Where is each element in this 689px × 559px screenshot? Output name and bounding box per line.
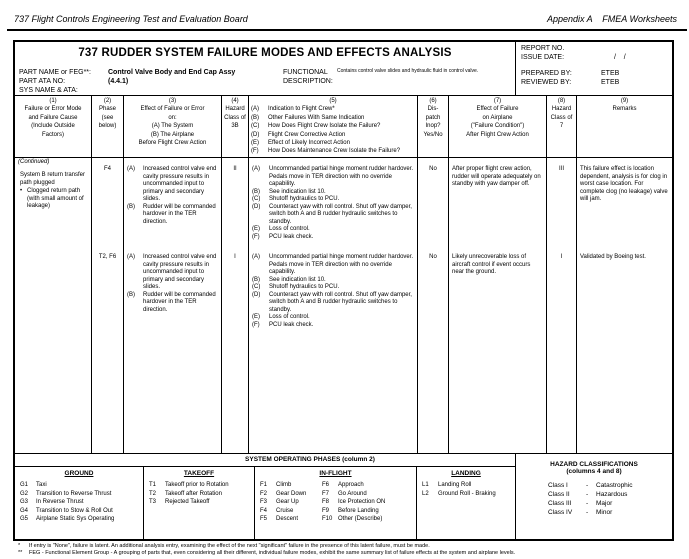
col-header-indication: (5) (A) Indication to Flight Crew* (B) Other Failures With Same Indication (C) How Does Flight Crew Isolate the Failure? (D) Flight Crew Corrective Action (E) Effect of Likely Incorrect Action (F) How Does Maintenance Crew Isolate the Failure? [249, 96, 418, 157]
reviewed-by-value: ETEB [601, 79, 620, 86]
effect-after-row1: After proper flight crew action, rudder will operate adequately on standby with yaw damper off. [452, 166, 541, 187]
legend-section [15, 453, 672, 539]
col-header-hazard-7: (8) Hazard Class of 7 [547, 96, 577, 157]
col-header-effect: (3) Effect of Failure or Error on: (A) The System (B) The Airplane Before Flight Crew Action [124, 96, 222, 157]
dispatch-row1: No [429, 166, 437, 172]
cell-failure-mode [15, 158, 92, 453]
page-header-right: Appendix A FMEA Worksheets [546, 14, 677, 24]
cell-remarks [577, 158, 672, 453]
functional-description-value: Contains control valve slides and hydraulic fluid in control valve. [337, 68, 479, 74]
hazard-classifications-box: HAZARD CLASSIFICATIONS (columns 4 and 8) Class I - Catastrophic Class II - Hazardous Class III - Major Class IV - Minor [516, 454, 672, 539]
hazard-3b-row1: II [233, 166, 237, 172]
report-info-box [516, 42, 672, 95]
col-header-dispatch: (6) Dis- patch Inop? Yes/No [418, 96, 449, 157]
functional-description-label-2: DESCRIPTION: [283, 78, 333, 85]
cell-effect-after [449, 158, 547, 453]
worksheet-title: 737 RUDDER SYSTEM FAILURE MODES AND EFFECTS ANALYSIS [78, 47, 452, 59]
remarks-row1: This failure effect is location dependent, analysis is for clog in worst case location. For complete clog (no leakage) valve will jam. [580, 166, 668, 202]
part-name-value: Control Valve Body and End Cap Assy [108, 69, 236, 76]
phases-inflight: IN-FLIGHT F1 Climb F2 Gear Down F3 Gear Up F4 Cruise F5 Descent F6 Approach F7 Go Around F8 Ice Protection ON F9 Before Landing F10 Other (Describe) [255, 467, 417, 539]
phases-takeoff: TAKEOFF T1 Takeoff prior to Rotation T2 Takeoff after Rotation T3 Rejected Takeoff [144, 467, 255, 539]
col-header-hazard-3b: (4) Hazard Class of 3B [222, 96, 249, 157]
footnote-1: * If entry is "None", failure is latent. An additional analysis entry, examining the effect of the next "significant" failure in the presence of this latent failure, must be made. [18, 543, 430, 549]
phases-landing: LANDING L1 Landing Roll L2 Ground Roll - Braking [422, 470, 496, 497]
cell-indication: (A) Uncommanded partial hinge moment rudder hardover. Pedals move in TER direction with no override capability. (B) See indication list 10. (C) Shutoff hydraulics to PCU. (D) Counteract yaw with roll control. Shut off yaw damper, switch both A and B rudder hydraulic switches to standby. (E) Loss of control. (F) PCU leak check. (A) Uncommanded partial hinge moment rudder hardover. Pedals move in TER direction with no override capability. (B) See indication list 10. (C) Shutoff hydraulics to PCU. (D) Counteract yaw with roll control. Shut off yaw damper, switch both A and B rudder hydraulic switches to standby. (E) Loss of control. (F) PCU leak check. [249, 158, 418, 453]
failure-cause: • Clogged return path (with small amount of leakage) [20, 188, 84, 209]
reviewed-by-label: REVIEWED BY: [521, 79, 572, 86]
title-block-left [15, 42, 516, 95]
issue-date-label: ISSUE DATE: [521, 54, 565, 61]
issue-date-value: / / [614, 54, 626, 61]
operating-phases-section [15, 454, 516, 539]
part-ata-value: (4.4.1) [108, 78, 129, 85]
phase-row2: T2, F6 [98, 254, 117, 260]
footnote-2: ** FEG - Functional Element Group - A grouping of parts that, even considering all their different, individual failure modes, exhibit the same summary list of failure effects at the system and airplane levels. [18, 550, 516, 556]
remarks-row2: Validated by Boeing test. [580, 254, 646, 260]
part-name-label: PART NAME or FEG**: [19, 69, 91, 76]
hazard-classifications-title: HAZARD CLASSIFICATIONS [550, 461, 638, 468]
header-rule [7, 29, 687, 31]
effect-after-row2: Likely unrecoverable loss of aircraft control if event occurs near the ground. [452, 254, 531, 275]
dispatch-row2: No [429, 254, 437, 260]
col-header-num: (1) [49, 98, 57, 104]
cell-hazard-7 [547, 158, 577, 453]
title-block [15, 42, 672, 96]
hazard-7-row1: III [558, 166, 564, 172]
part-ata-label: PART ATA NO: [19, 78, 66, 85]
cell-effect: (A) Increased control valve end cavity pressure results in uncommanded input to primary and secondary slides. (B) Rudder will be commanded hardover in the TER direction. (A) Increased control valve end cavity pressure results in uncommanded input to primary and secondary slides. (B) Rudder will be commanded hardover in the TER direction. [124, 158, 222, 453]
column-headers [15, 96, 672, 158]
col-header-effect-after: (7) Effect of Failure on Airplane ("Failure Condition") After Flight Crew Action [449, 96, 547, 157]
col-header-remarks: (9) Remarks [612, 98, 637, 113]
phases-band-title: SYSTEM OPERATING PHASES (column 2) [15, 454, 515, 467]
table-body [15, 158, 672, 453]
continued-note: (Continued) [18, 159, 50, 165]
prepared-by-value: ETEB [601, 70, 620, 77]
fmea-table [13, 40, 674, 541]
hazard-classifications-subtitle: (columns 4 and 8) [566, 468, 622, 475]
functional-description-label: FUNCTIONAL [283, 69, 328, 76]
page-header-left: 737 Flight Controls Engineering Test and Evaluation Board [14, 14, 248, 24]
bullet-icon: • [20, 188, 23, 194]
footnotes [18, 543, 687, 557]
cell-hazard-3b [222, 158, 249, 453]
phase-row1: F4 [103, 166, 111, 172]
cell-dispatch [418, 158, 449, 453]
failure-mode-text: System B return transfer path plugged [20, 172, 86, 186]
sys-name-label: SYS NAME & ATA: [19, 87, 78, 94]
cell-phase [92, 158, 124, 453]
hazard-3b-row2: I [234, 254, 236, 260]
report-no-label: REPORT NO. [521, 45, 565, 52]
phases-ground: GROUND G1 Taxi G2 Transition to Reverse Thrust G3 In Reverse Thrust G4 Transition to Stow & Roll Out G5 Airplane Static Sys Operating [15, 467, 144, 539]
col-header-phase: (2) Phase (see below) [92, 96, 124, 157]
col-header-failure-mode: (1) Failure or Error Mode and Failure Cause (Include Outside Factors) [15, 96, 92, 157]
prepared-by-label: PREPARED BY: [521, 70, 572, 77]
hazard-7-row2: I [560, 254, 563, 260]
